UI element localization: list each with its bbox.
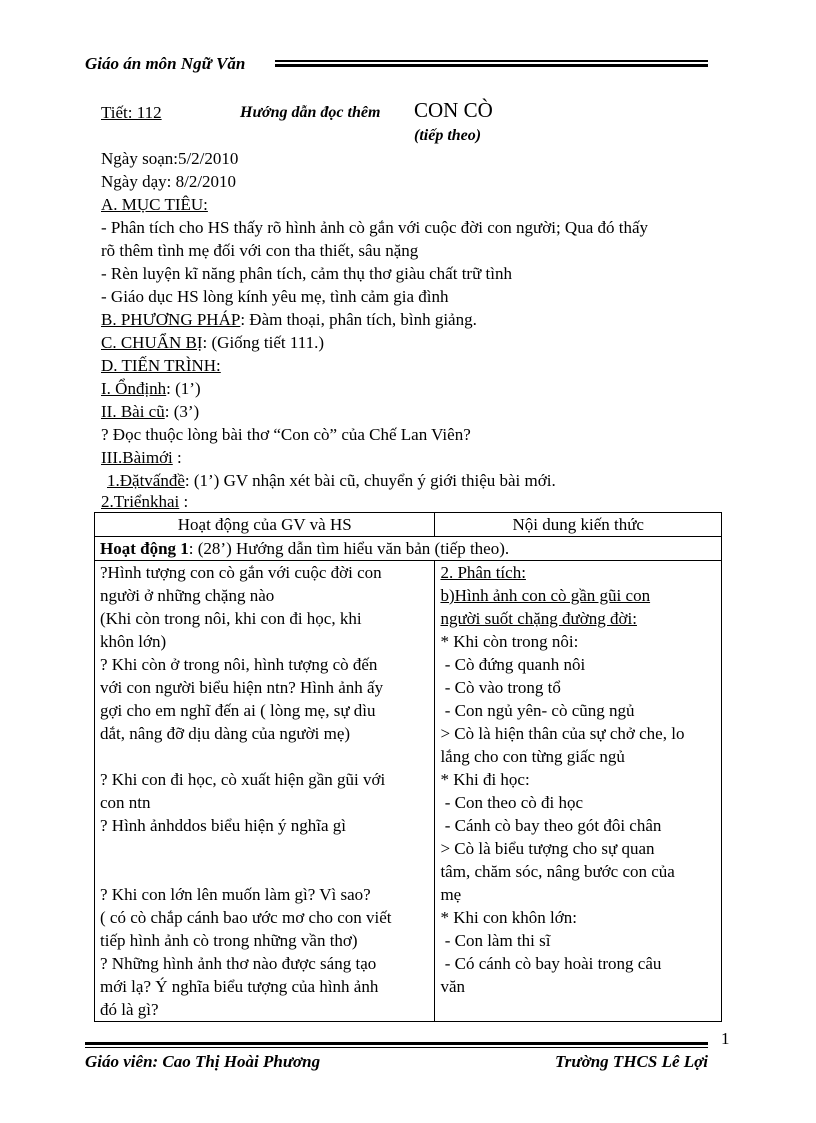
right-subheading: b)Hình ảnh con cò gần gũi con [440, 586, 651, 605]
left-line: với con người biểu hiện ntn? Hình ảnh ấy [100, 678, 384, 697]
right-subheading: người suốt chặng đường đời: [440, 609, 637, 628]
step-iii-2 [101, 492, 188, 512]
footer-rule-bottom [85, 1047, 708, 1048]
lesson-subtitle: Hướng dẫn đọc thêm [240, 104, 381, 121]
knowledge-content [435, 561, 722, 1022]
right-line: - Cánh cò bay theo gót đôi chân [440, 816, 662, 835]
content-row [95, 561, 722, 1022]
section-a-item: - Giáo dục HS lòng kính yêu mẹ, tình cảm gia đình [101, 287, 449, 306]
prep-date: Ngày soạn:5/2/2010 [101, 149, 239, 168]
lesson-number: Tiết: 112 [101, 103, 162, 122]
right-line: - Con làm thi sĩ [440, 931, 551, 950]
right-line: lắng cho con từng giấc ngủ [440, 747, 625, 766]
right-line: tâm, chăm sóc, nâng bước con của [440, 862, 675, 881]
step-i [101, 379, 201, 399]
step-iii-1-heading: 1.Đặtvấnđề [107, 471, 185, 490]
left-line: khôn lớn) [100, 632, 167, 651]
header-rule-bottom [275, 64, 708, 67]
footer-rule-top [85, 1042, 708, 1045]
right-line: - Cò đứng quanh nôi [440, 655, 586, 674]
left-line: ( có cò chắp cánh bao ước mơ cho con viết [100, 908, 392, 927]
step-iii-1 [107, 471, 556, 491]
left-line: đó là gì? [100, 1000, 159, 1019]
section-b-heading: B. PHƯƠNG PHÁP [101, 310, 241, 329]
step-ii-question: ? Đọc thuộc lòng bài thơ “Con cò” của Chế Lan Viên? [101, 425, 471, 444]
step-ii-text: : (3’) [164, 402, 200, 421]
step-i-heading: I. Ổnđịnh [101, 379, 167, 398]
activity-text: : (28’) Hướng dẫn tìm hiểu văn bản (tiếp theo). [188, 539, 510, 558]
left-line [100, 745, 429, 768]
right-line: văn [440, 977, 465, 996]
right-line: > Cò là biểu tượng cho sự quan [440, 839, 655, 858]
step-ii [101, 402, 199, 422]
section-a-item: - Rèn luyện kĩ năng phân tích, cảm thụ thơ giàu chất trữ tình [101, 264, 512, 283]
section-c-heading: C. CHUẨN BỊ [101, 333, 203, 352]
page-number: 1 [721, 1029, 730, 1048]
header-rule-top [275, 60, 708, 62]
left-line: dắt, nâng đỡ dịu dàng của người mẹ) [100, 724, 351, 743]
left-line: tiếp hình ảnh cò trong những vần thơ) [100, 931, 358, 950]
left-line: mới lạ? Ý nghĩa biểu tượng của hình ảnh [100, 977, 379, 996]
section-a-item: - Phân tích cho HS thấy rõ hình ảnh cò gắn với cuộc đời con người; Qua đó thấy [101, 218, 649, 237]
footer-school: Trường THCS Lê Lợi [555, 1052, 708, 1071]
right-line: - Con theo cò đi học [440, 793, 584, 812]
left-line: người ở những chặng nào [100, 586, 275, 605]
left-line: ? Khi con đi học, cò xuất hiện gần gũi với [100, 770, 386, 789]
section-c [101, 333, 324, 353]
right-line: - Con ngủ yên- cò cũng ngủ [440, 701, 635, 720]
section-c-text: : (Giống tiết 111.) [202, 333, 325, 352]
step-iii-1-text: : (1’) GV nhận xét bài cũ, chuyển ý giới thiệu bài mới. [184, 471, 556, 490]
section-a-item: rõ thêm tình mẹ đối với con tha thiết, sâu nặng [101, 241, 419, 260]
left-line: gợi cho em nghĩ đến ai ( lòng mẹ, sự dìu [100, 701, 376, 720]
right-line: * Khi còn trong nôi: [440, 632, 579, 651]
table-header-row [95, 513, 722, 537]
section-b [101, 310, 477, 330]
lesson-title-continued: (tiếp theo) [414, 127, 482, 144]
step-iii-2-heading: 2.Triểnkhai [101, 492, 180, 511]
left-line: con ntn [100, 793, 151, 812]
right-line: - Có cánh cò bay hoài trong câu [440, 954, 662, 973]
teach-date: Ngày dạy: 8/2/2010 [101, 172, 237, 191]
right-line: - Cò vào trong tổ [440, 678, 561, 697]
footer-teacher: Giáo viên: Cao Thị Hoài Phương [85, 1052, 321, 1071]
activity-row [95, 537, 722, 561]
section-b-text: : Đàm thoại, phân tích, bình giảng. [240, 310, 477, 329]
teacher-student-activities [95, 561, 435, 1022]
step-iii [101, 448, 182, 468]
activity-label: Hoạt động 1 [100, 539, 189, 558]
left-line: ? Khi còn ở trong nôi, hình tượng cò đến [100, 655, 378, 674]
left-line [100, 837, 429, 860]
left-line [100, 860, 429, 883]
right-line: * Khi đi học: [440, 770, 530, 789]
section-a-heading: A. MỤC TIÊU: [101, 195, 208, 214]
lesson-table [94, 512, 722, 1022]
activity-cell [95, 537, 722, 561]
step-iii-2-text: : [179, 492, 189, 511]
right-heading: 2. Phân tích: [440, 563, 526, 582]
step-iii-heading: III.Bàimới [101, 448, 173, 467]
right-line: * Khi con khôn lớn: [440, 908, 577, 927]
left-line: (Khi còn trong nôi, khi con đi học, khi [100, 609, 362, 628]
left-line: ? Những hình ảnh thơ nào được sáng tạo [100, 954, 377, 973]
table-header-right: Nội dung kiến thức [435, 513, 722, 537]
left-line: ? Hình ảnhddos biểu hiện ý nghĩa gì [100, 816, 346, 835]
step-ii-heading: II. Bài cũ [101, 402, 165, 421]
step-iii-text: : [172, 448, 182, 467]
right-line: > Cò là hiện thân của sự chở che, lo [440, 724, 685, 743]
left-line: ? Khi con lớn lên muốn làm gì? Vì sao? [100, 885, 371, 904]
table-header-left: Hoạt động của GV và HS [95, 513, 435, 537]
section-d-heading: D. TIẾN TRÌNH: [101, 356, 221, 375]
lesson-title: CON CÒ [414, 98, 493, 122]
step-i-text: : (1’) [166, 379, 201, 398]
right-line: mẹ [440, 885, 462, 904]
left-line: ?Hình tượng con cò gắn với cuộc đời con [100, 563, 382, 582]
header-title: Giáo án môn Ngữ Văn [85, 54, 246, 73]
